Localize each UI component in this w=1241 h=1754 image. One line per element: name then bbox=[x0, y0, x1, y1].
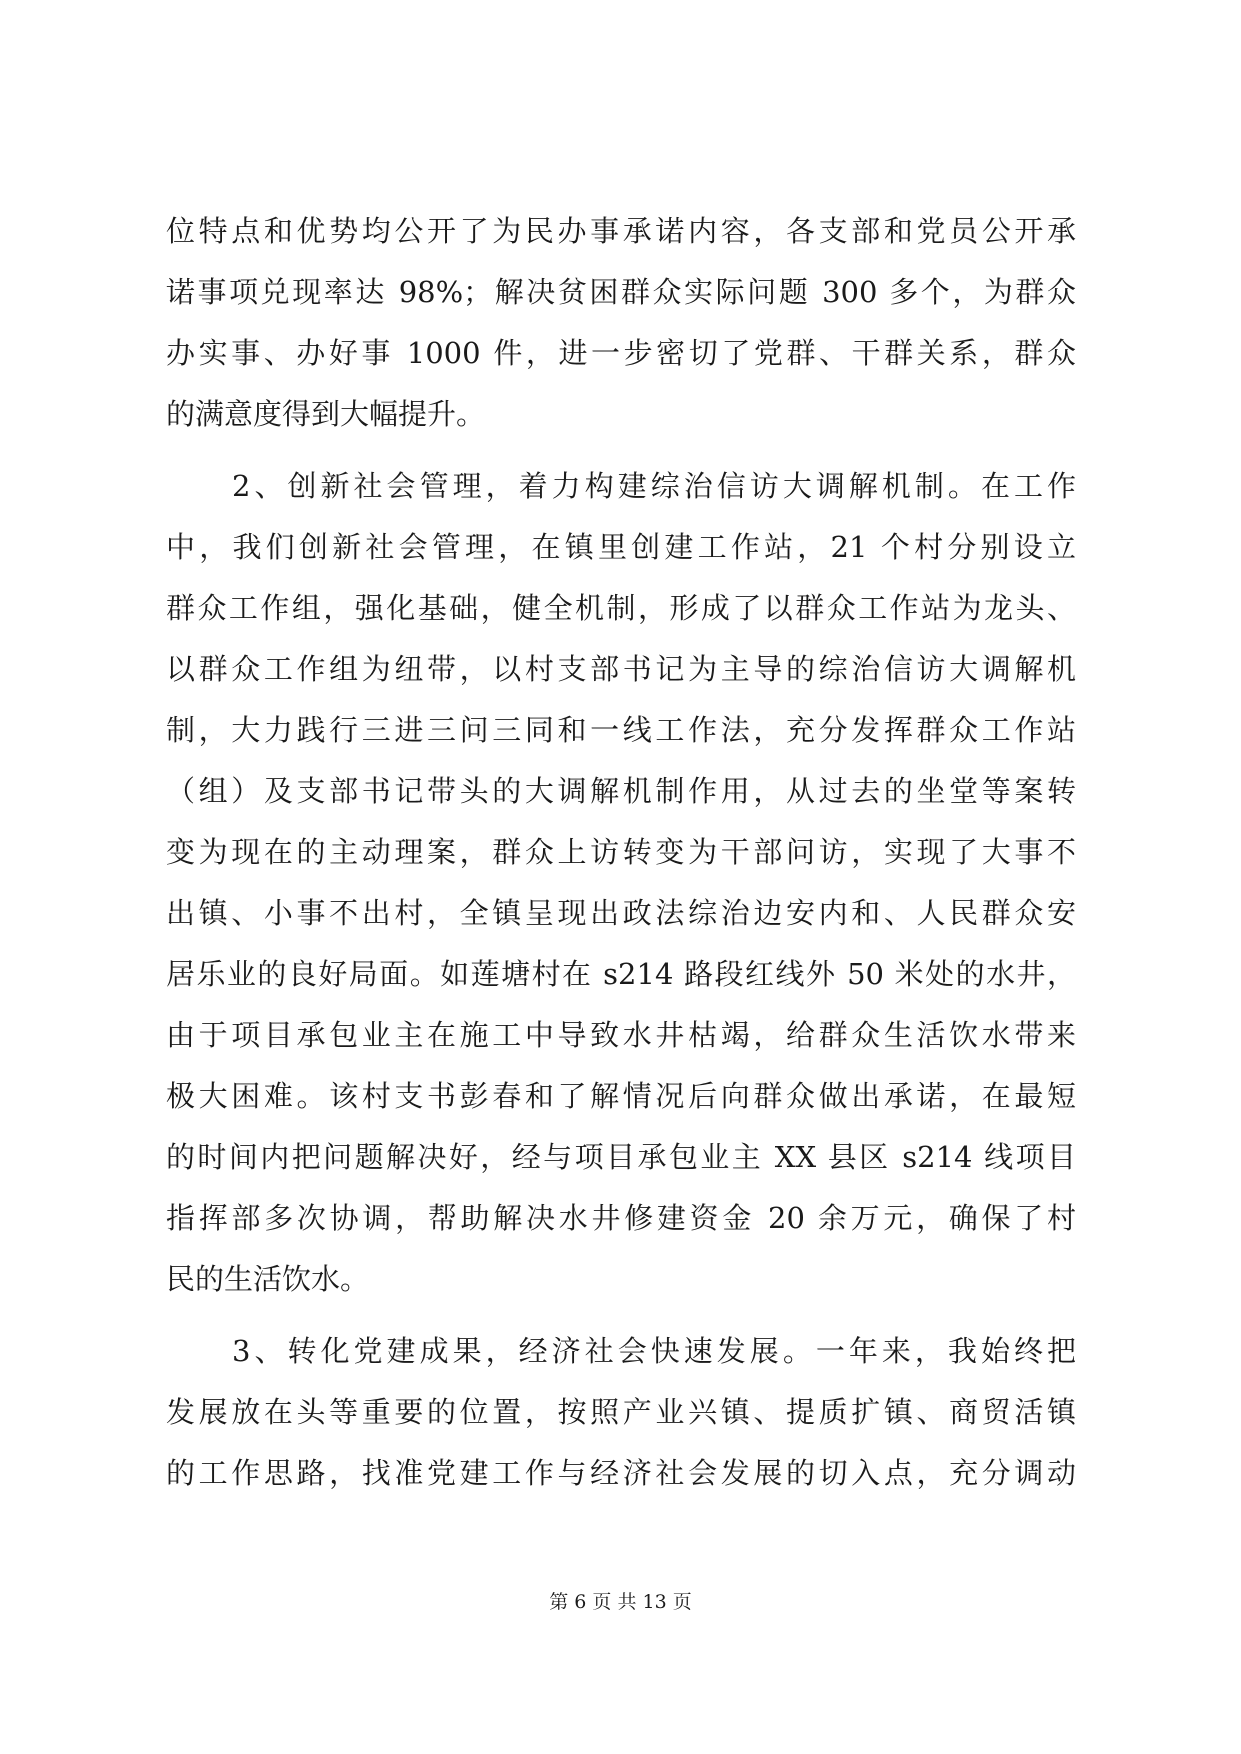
text-line: 以群众工作组为纽带，以村支部书记为主导的综治信访大调解机 bbox=[166, 652, 1076, 686]
paragraph-2 bbox=[166, 456, 1076, 1310]
text-line: 中，我们创新社会管理，在镇里创建工作站，21 个村分别设立 bbox=[166, 530, 1076, 564]
text-line: 诺事项兑现率达 98%；解决贫困群众实际问题 300 多个，为群众 bbox=[166, 275, 1076, 309]
text-line: 的满意度得到大幅提升。 bbox=[166, 397, 486, 431]
text-line: 居乐业的良好局面。如莲塘村在 s214 路段红线外 50 米处的水井， bbox=[166, 957, 1076, 991]
text-line: 位特点和优势均公开了为民办事承诺内容，各支部和党员公开承 bbox=[166, 214, 1076, 248]
text-line: 极大困难。该村支书彭春和了解情况后向群众做出承诺，在最短 bbox=[166, 1079, 1076, 1113]
text-line: 由于项目承包业主在施工中导致水井枯竭，给群众生活饮水带来 bbox=[166, 1018, 1076, 1052]
text-line: （组）及支部书记带头的大调解机制作用，从过去的坐堂等案转 bbox=[166, 774, 1076, 808]
paragraph-1 bbox=[166, 201, 1076, 445]
body-text bbox=[166, 201, 1076, 1504]
text-line: 群众工作组，强化基础，健全机制，形成了以群众工作站为龙头、 bbox=[166, 591, 1076, 625]
text-line: 制，大力践行三进三问三同和一线工作法，充分发挥群众工作站 bbox=[166, 713, 1076, 747]
text-line: 的工作思路，找准党建工作与经济社会发展的切入点，充分调动 bbox=[166, 1456, 1076, 1490]
text-line: 3、转化党建成果，经济社会快速发展。一年来，我始终把 bbox=[232, 1334, 1076, 1368]
text-line: 出镇、小事不出村，全镇呈现出政法综治边安内和、人民群众安 bbox=[166, 896, 1076, 930]
text-line: 指挥部多次协调，帮助解决水井修建资金 20 余万元，确保了村 bbox=[166, 1201, 1076, 1235]
text-line: 2、创新社会管理，着力构建综治信访大调解机制。在工作 bbox=[232, 469, 1076, 503]
text-line: 变为现在的主动理案，群众上访转变为干部问访，实现了大事不 bbox=[166, 835, 1076, 869]
text-line: 办实事、办好事 1000 件，进一步密切了党群、干群关系，群众 bbox=[166, 336, 1076, 370]
page-number-footer: 第 6 页 共 13 页 bbox=[549, 1591, 692, 1613]
text-line: 的时间内把问题解决好，经与项目承包业主 XX 县区 s214 线项目 bbox=[166, 1140, 1076, 1174]
paragraph-3 bbox=[166, 1321, 1076, 1504]
text-line: 民的生活饮水。 bbox=[166, 1262, 370, 1296]
text-line: 发展放在头等重要的位置，按照产业兴镇、提质扩镇、商贸活镇 bbox=[166, 1395, 1076, 1429]
